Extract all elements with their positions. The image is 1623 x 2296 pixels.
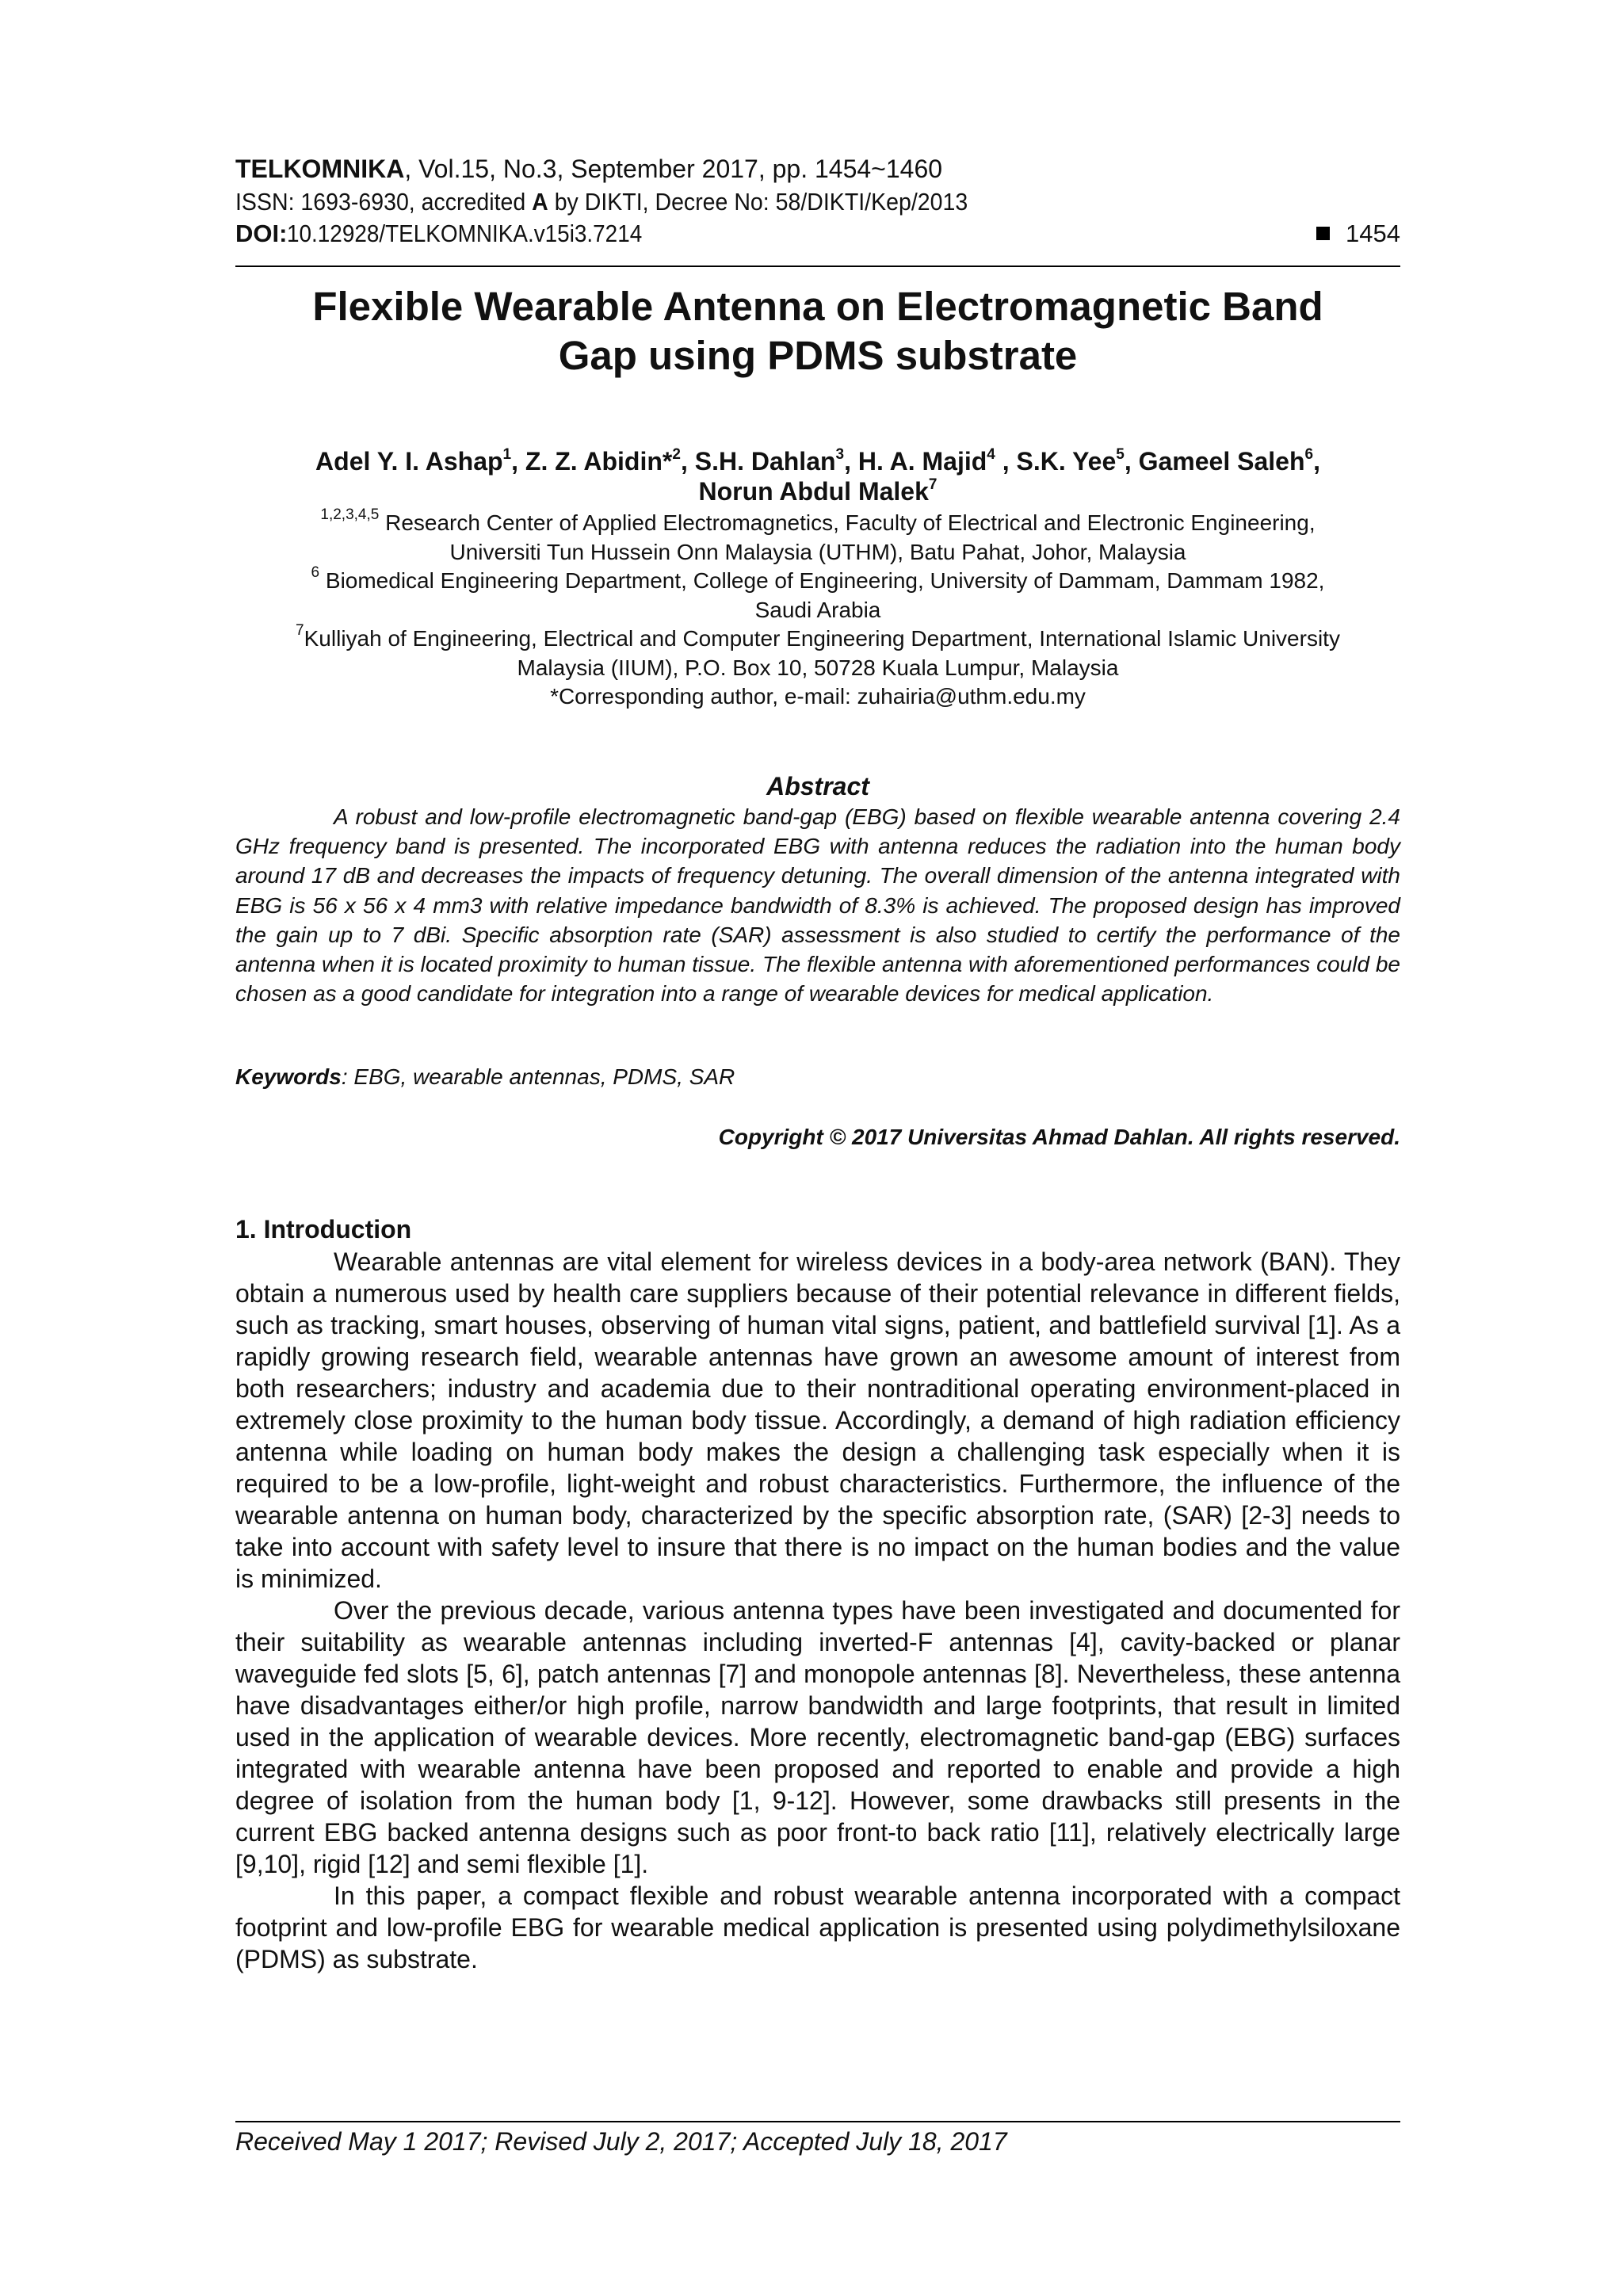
author-name: , Gameel Saleh — [1124, 447, 1305, 476]
abstract-heading: Abstract — [766, 772, 869, 800]
affiliation-text: Saudi Arabia — [754, 597, 881, 622]
affiliation-sup: 7 — [296, 622, 304, 639]
affiliation-text: Malaysia (IIUM), P.O. Box 10, 50728 Kuala Lumpur, Malaysia — [517, 655, 1119, 680]
doi-line — [235, 219, 1400, 249]
author-sup: 6 — [1304, 446, 1314, 463]
author-name: , S.K. Yee — [995, 447, 1117, 476]
abstract-text: A robust and low-profile electromagnetic band-gap (EBG) based on flexible wearable antenna covering 2.4 GHz frequency band is presented. The incorporated EBG with antenna reduces the radiation into the human body around 17 dB and decreases the impacts of frequency detuning. The overall dimension of the antenna integrated with EBG is 56 x 56 x 4 mm3 with relative impedance bandwidth of 8.3% is achieved. The proposed design has improved the gain up to 7 dBi. Specific absorption rate (SAR) assessment is also studied to certify the performance of the antenna when it is located proximity to human tissue. The flexible antenna with aforementioned performances could be chosen as a good candidate for integration into a range of wearable devices for medical application. — [235, 804, 1400, 1007]
affiliation-text: Biomedical Engineering Department, College of Engineering, University of Dammam, Dammam 1982, — [319, 568, 1325, 593]
affiliation-3 — [235, 622, 1400, 682]
header-rule — [235, 266, 1400, 267]
keywords-text: : EBG, wearable antennas, PDMS, SAR — [341, 1064, 735, 1089]
affiliation-text: Kulliyah of Engineering, Electrical and Computer Engineering Department, International Islamic University — [304, 626, 1340, 651]
square-bullet-icon — [1316, 227, 1330, 240]
affiliation-sup: 6 — [311, 564, 320, 581]
keywords-label: Keywords — [235, 1064, 342, 1089]
title-line-2: Gap using PDMS substrate — [558, 333, 1078, 378]
copyright-notice: Copyright © 2017 Universitas Ahmad Dahlan. All rights reserved. — [718, 1125, 1400, 1149]
author-name: Norun Abdul Malek — [698, 477, 929, 506]
author-sup: 2 — [672, 446, 681, 463]
journal-name: TELKOMNIKA — [235, 155, 405, 183]
issn-text: ISSN: 1693-6930, accredited — [235, 188, 533, 216]
doi-label: DOI: — [235, 220, 288, 247]
author-sup: 4 — [987, 446, 995, 463]
author-sup: 1 — [502, 446, 512, 463]
author-name: , H. A. Majid — [844, 447, 987, 476]
issn-line — [235, 187, 1307, 217]
author-sup: 5 — [1116, 446, 1125, 463]
affiliation-text: Research Center of Applied Electromagnetics, Faculty of Electrical and Electronic Engineering, — [379, 510, 1316, 535]
affiliation-sup: 1,2,3,4,5 — [320, 506, 380, 523]
affiliation-2 — [235, 564, 1400, 625]
affiliation-text: Universiti Tun Hussein Onn Malaysia (UTHM), Batu Pahat, Johor, Malaysia — [449, 539, 1186, 564]
author-sup: 3 — [835, 446, 845, 463]
received-dates: Received May 1 2017; Revised July 2, 2017; Accepted July 18, 2017 — [235, 2127, 1007, 2156]
page-number-text: 1454 — [1346, 220, 1400, 247]
paper-title — [235, 282, 1400, 380]
author-name: Adel Y. I. Ashap — [315, 447, 503, 476]
doi-value: 10.12928/TELKOMNIKA.v15i3.7214 — [287, 220, 643, 247]
keywords — [235, 1062, 1400, 1092]
affiliation-1 — [235, 506, 1400, 567]
accreditation-text: by DIKTI, Decree No: 58/DIKTI/Kep/2013 — [548, 188, 968, 216]
page-number — [1316, 219, 1400, 249]
accreditation-grade: A — [532, 188, 548, 216]
author-list — [235, 446, 1400, 506]
introduction-body — [235, 1246, 1400, 1975]
paragraph: In this paper, a compact flexible and robust wearable antenna incorporated with a compact footprint and low-profile EBG for wearable medical application is presented using polydimethylsiloxane (PDMS) as substrate. — [235, 1881, 1400, 1973]
title-line-1: Flexible Wearable Antenna on Electromagnetic Band — [312, 284, 1323, 329]
paragraph: Over the previous decade, various antenna types have been investigated and documented for their suitability as wearable antennas including inverted-F antennas [4], cavity-backed or planar waveguide fed slots [5, 6], patch antennas [7] and monopole antennas [8]. Nevertheless, these antenna have disadvantages either/or high profile, narrow bandwidth and large footprints, that result in limited used in the application of wearable devices. More recently, electromagnetic band-gap (EBG) surfaces integrated with wearable antenna have been proposed and reported to enable and provide a high degree of isolation from the human body [1, 9-12]. However, some drawbacks still presents in the current EBG backed antenna designs such as poor front-to back ratio [11], relatively electrically large [9,10], rigid [12] and semi flexible [1]. — [235, 1596, 1400, 1878]
section-heading: 1. Introduction — [235, 1215, 412, 1244]
author-name: , Z. Z. Abidin* — [511, 447, 673, 476]
paragraph: Wearable antennas are vital element for wireless devices in a body-area network (BAN). They obtain a numerous used by health care suppliers because of their potential relevance in different fields, such as tracking, smart houses, observing of human vital signs, patient, and battlefield survival [1]. As a rapidly growing research field, wearable antennas have grown an awesome amount of interest from both researchers; industry and academia due to their nontraditional operating environment-placed in extremely close proximity to the human body tissue. Accordingly, a demand of high radiation efficiency antenna while loading on human body makes the design a challenging task especially when it is required to be a low-profile, light-weight and robust characteristics. Furthermore, the influence of the wearable antenna on human body, characterized by the specific absorption rate, (SAR) [2-3] needs to take into account with safety level to insure that there is no impact on the human bodies and the value is minimized. — [235, 1247, 1400, 1593]
journal-citation — [235, 154, 1400, 184]
author-separator: , — [1313, 447, 1320, 476]
corresponding-author: *Corresponding author, e-mail: zuhairia@uthm.edu.my — [550, 684, 1086, 709]
affiliations — [235, 506, 1400, 712]
author-sup: 7 — [928, 476, 938, 493]
footer-rule — [235, 2121, 1400, 2122]
author-name: , S.H. Dahlan — [680, 447, 836, 476]
citation-details: , Vol.15, No.3, September 2017, pp. 1454~1460 — [404, 155, 943, 183]
